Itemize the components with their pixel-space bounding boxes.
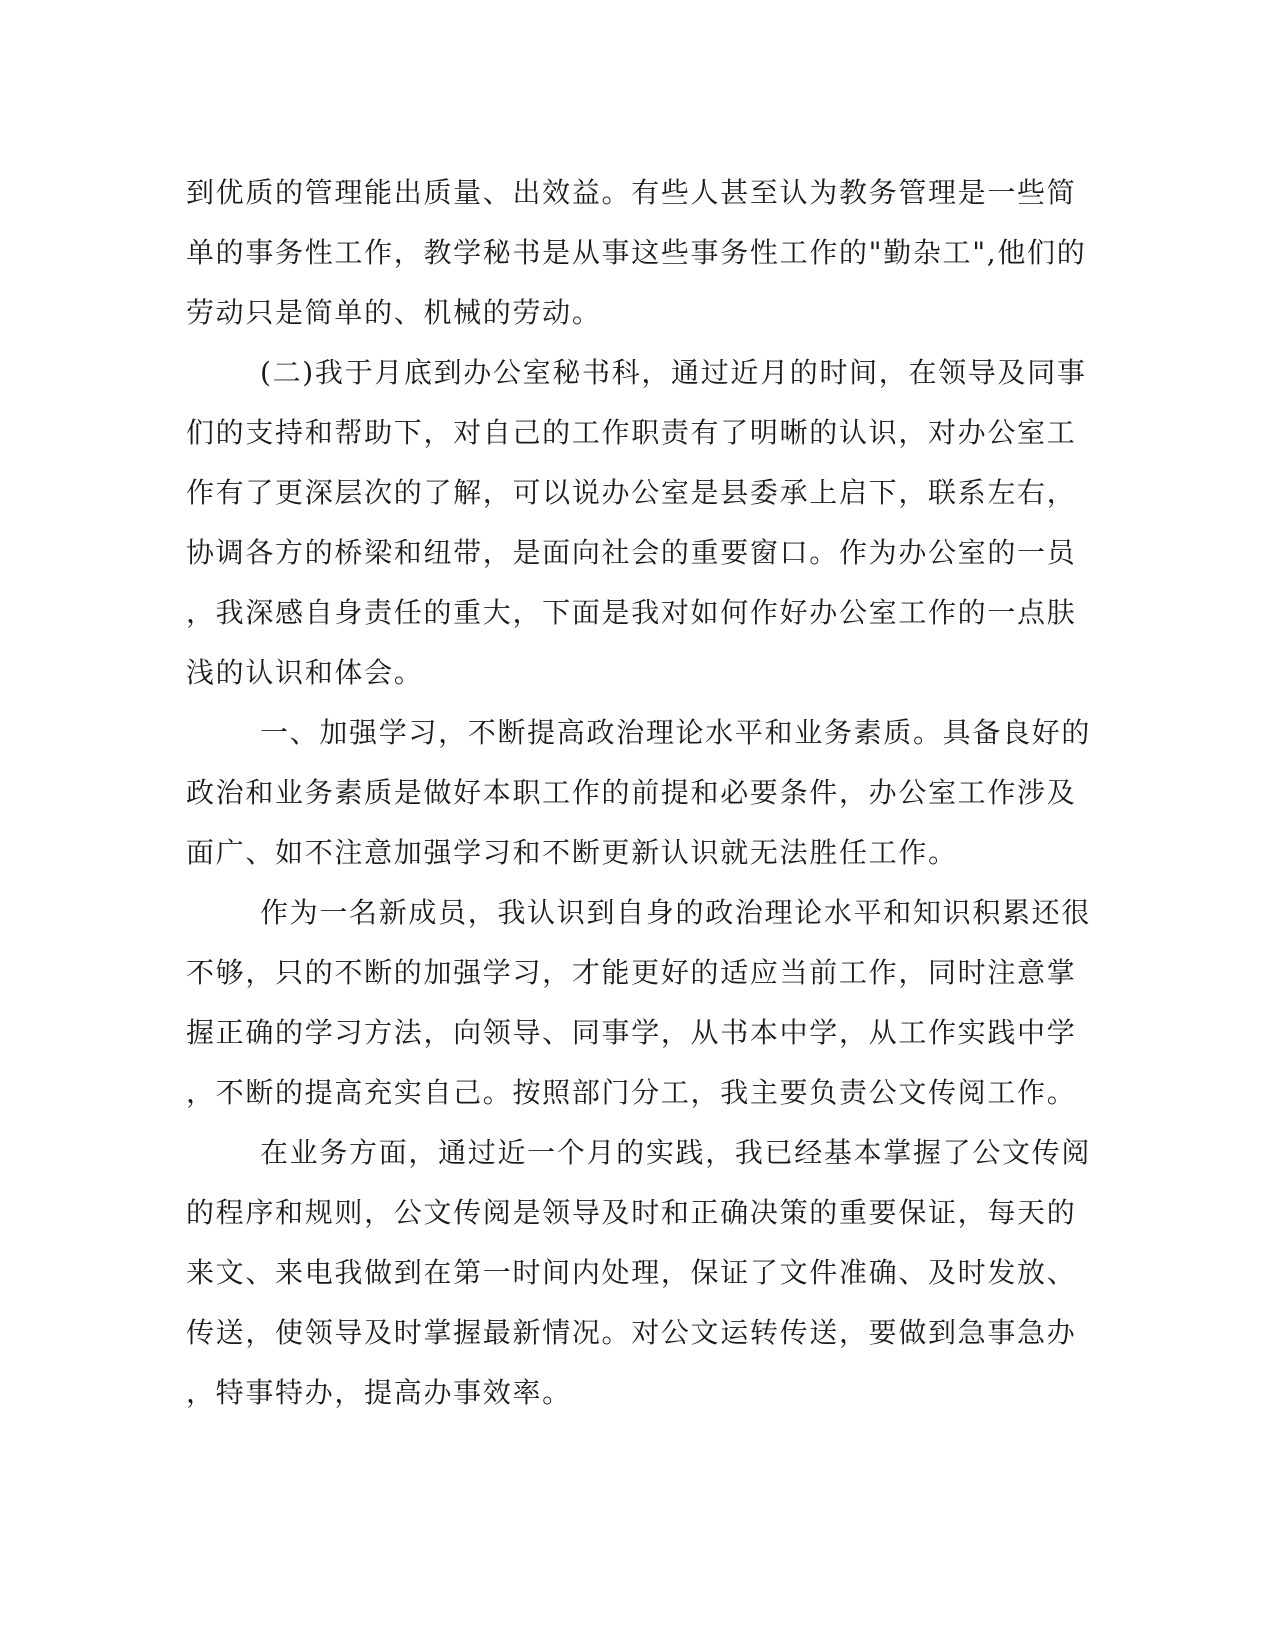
paragraph-3 bbox=[186, 703, 1092, 883]
text-line: 的程序和规则，公文传阅是领导及时和正确决策的重要保证，每天的 bbox=[186, 1196, 1077, 1229]
text-line: 作为一名新成员，我认识到自身的政治理论水平和知识积累还很 bbox=[260, 896, 1092, 929]
document-body bbox=[186, 163, 1092, 1423]
text-line: 面广、如不注意加强学习和不断更新认识就无法胜任工作。 bbox=[186, 836, 958, 869]
paragraph-5 bbox=[186, 1123, 1092, 1423]
text-line: ，特事特办，提高办事效率。 bbox=[186, 1376, 572, 1409]
text-line: 一、加强学习，不断提高政治理论水平和业务素质。具备良好的 bbox=[260, 716, 1092, 749]
paragraph-2 bbox=[186, 343, 1086, 703]
text-line: 浅的认识和体会。 bbox=[186, 656, 424, 689]
text-line: 传送，使领导及时掌握最新情况。对公文运转传送，要做到急事急办 bbox=[186, 1316, 1077, 1349]
text-line: 劳动只是简单的、机械的劳动。 bbox=[186, 296, 602, 329]
text-line: 政治和业务素质是做好本职工作的前提和必要条件，办公室工作涉及 bbox=[186, 776, 1077, 809]
text-line: 握正确的学习方法，向领导、同事学，从书本中学，从工作实践中学 bbox=[186, 1016, 1077, 1049]
text-line: 作有了更深层次的了解，可以说办公室是县委承上启下，联系左右， bbox=[186, 476, 1077, 509]
text-line: 在业务方面，通过近一个月的实践，我已经基本掌握了公文传阅 bbox=[260, 1136, 1092, 1169]
text-line: 单的事务性工作，教学秘书是从事这些事务性工作的"勤杂工",他们的 bbox=[186, 236, 1087, 269]
text-line: 不够，只的不断的加强学习，才能更好的适应当前工作，同时注意掌 bbox=[186, 956, 1077, 989]
text-line: ，不断的提高充实自己。按照部门分工，我主要负责公文传阅工作。 bbox=[186, 1076, 1077, 1109]
text-line: 协调各方的桥梁和纽带，是面向社会的重要窗口。作为办公室的一员 bbox=[186, 536, 1077, 569]
text-line: 到优质的管理能出质量、出效益。有些人甚至认为教务管理是一些简 bbox=[186, 176, 1077, 209]
text-line: 们的支持和帮助下，对自己的工作职责有了明晰的认识，对办公室工 bbox=[186, 416, 1077, 449]
text-line: 来文、来电我做到在第一时间内处理，保证了文件准确、及时发放、 bbox=[186, 1256, 1077, 1289]
text-line: ，我深感自身责任的重大，下面是我对如何作好办公室工作的一点肤 bbox=[186, 596, 1077, 629]
paragraph-1 bbox=[186, 163, 1086, 343]
text-line: (二)我于月底到办公室秘书科，通过近月的时间，在领导及同事 bbox=[260, 356, 1087, 389]
paragraph-4 bbox=[186, 883, 1092, 1123]
